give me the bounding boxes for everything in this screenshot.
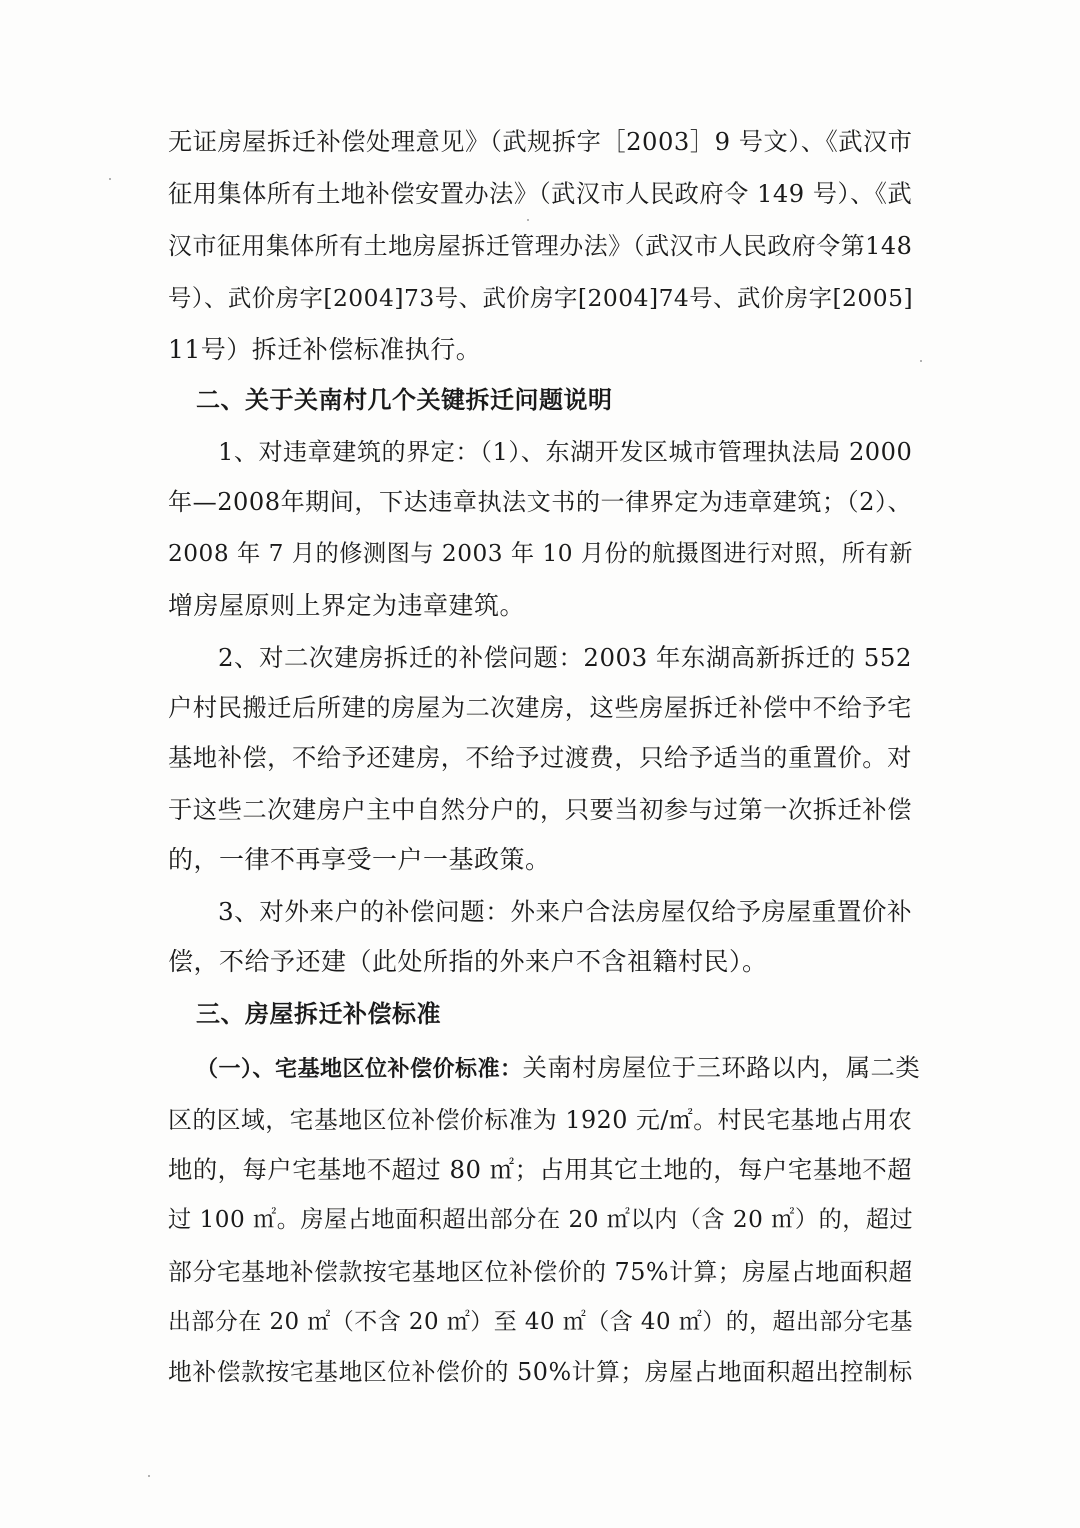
body-line: 的，一律不再享受一户一基政策。 <box>168 845 551 874</box>
section-heading-3: 三、房屋拆迁补偿标准 <box>196 1000 441 1028</box>
body-line: 11号）拆迁补偿标准执行。 <box>168 335 482 364</box>
body-line: 2、对二次建房拆迁的补偿问题：2003 年东湖高新拆迁的 552 <box>218 643 912 672</box>
body-line: 地的，每户宅基地不超过 80 ㎡；占用其它土地的，每户宅基地不超 <box>168 1155 913 1184</box>
body-line: 区的区域，宅基地区位补偿价标准为 1920 元/㎡。村民宅基地占用农 <box>168 1106 913 1134</box>
body-line: 出部分在 20 ㎡（不含 20 ㎡）至 40 ㎡（含 40 ㎡）的，超出部分宅基 <box>168 1309 914 1335</box>
body-line: 户村民搬迁后所建的房屋为二次建房，这些房屋拆迁补偿中不给予宅 <box>168 693 912 722</box>
body-text: 关南村房屋位于三环路以内，属二类 <box>522 1053 921 1082</box>
scan-speck <box>109 178 111 180</box>
body-line: 2008 年 7 月的修测图与 2003 年 10 月份的航摄图进行对照，所有新 <box>168 540 913 567</box>
section-heading-2: 二、关于关南村几个关键拆迁问题说明 <box>196 386 613 414</box>
body-line: 年—2008年期间，下达违章执法文书的一律界定为违章建筑；（2）、 <box>168 488 913 516</box>
body-line: 1、对违章建筑的界定：（1）、东湖开发区城市管理执法局 2000 <box>218 438 913 466</box>
body-line: 地补偿款按宅基地区位补偿价的 50%计算；房屋占地面积超出控制标 <box>168 1358 913 1386</box>
subsection-line <box>196 1048 921 1088</box>
body-line: 3、对外来户的补偿问题：外来户合法房屋仅给予房屋重置价补 <box>218 897 913 926</box>
body-line: 基地补偿，不给予还建房，不给予过渡费，只给予适当的重置价。对 <box>168 743 912 772</box>
body-line: 无证房屋拆迁补偿处理意见》（武规拆字［2003］9 号文）、《武汉市 <box>168 127 913 156</box>
scan-speck <box>148 1475 150 1477</box>
body-line: 征用集体所有土地补偿安置办法》（武汉市人民政府令 149 号）、《武 <box>168 180 913 208</box>
body-line: 汉市征用集体所有土地房屋拆迁管理办法》（武汉市人民政府令第148 <box>168 232 913 260</box>
body-line: 过 100 ㎡。房屋占地面积超出部分在 20 ㎡以内（含 20 ㎡）的，超过 <box>168 1207 914 1233</box>
body-line: 号）、武价房字[2004]73号、武价房字[2004]74号、武价房字[2005] <box>168 284 914 312</box>
scan-speck <box>527 219 529 221</box>
body-line: 增房屋原则上界定为违章建筑。 <box>168 591 526 620</box>
body-line: 偿，不给予还建（此处所指的外来户不含祖籍村民）。 <box>168 947 768 976</box>
subsection-heading-1: （一）、宅基地区位补偿价标准： <box>196 1057 523 1082</box>
scan-speck <box>920 360 922 362</box>
body-line: 部分宅基地补偿款按宅基地区位补偿价的 75%计算；房屋占地面积超 <box>168 1258 913 1286</box>
body-line: 于这些二次建房户主中自然分户的，只要当初参与过第一次拆迁补偿 <box>168 795 912 824</box>
